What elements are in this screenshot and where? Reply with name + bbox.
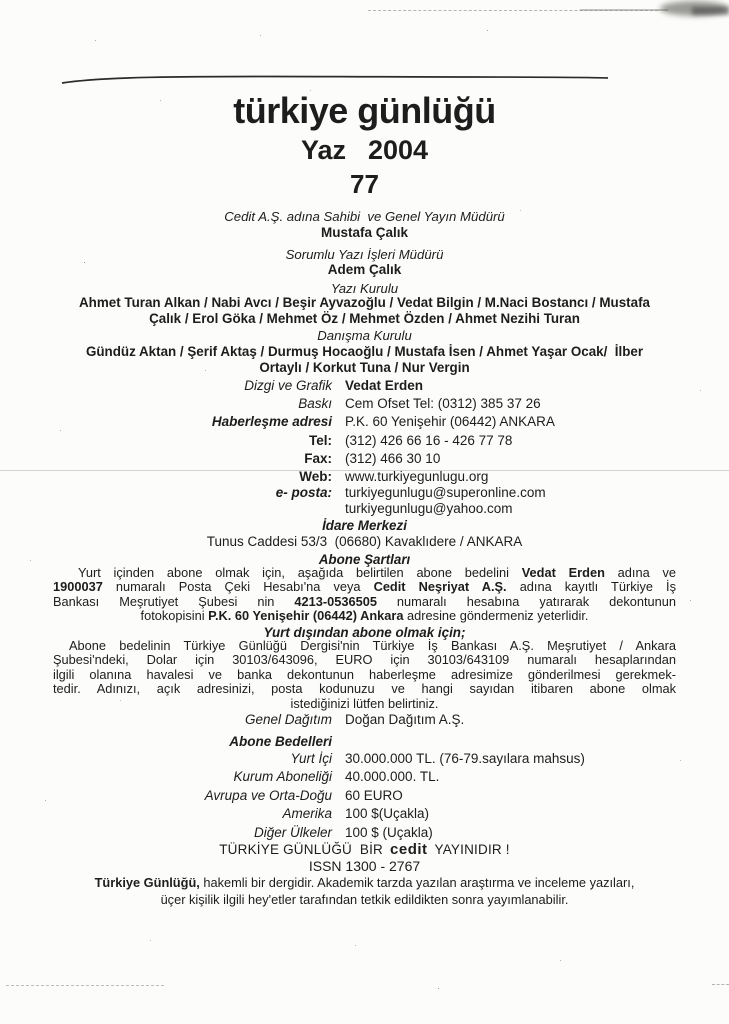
advisory-board-members-line1: Gündüz Aktan / Şerif Aktaş / Durmuş Hocaoğlu / Mustafa İsen / Ahmet Yaşar Ocak/ İlber [85,344,644,359]
contact-row-printer [0,396,729,414]
editorial-board-members-line1: Ahmet Turan Alkan / Nabi Avcı / Beşir Ayvazoğlu / Vedat Bilgin / M.Naci Bostancı / Mustafa [79,295,650,310]
printer-value: Cem Ofset Tel: (0312) 385 37 26 [345,396,541,412]
paragraph-line: Abone bedelinin Türkiye Günlüğü Dergisi'nin Türkiye İş Bankası A.Ş. Meşrutiyet / Ankara [69,638,676,653]
price-row-europe [0,788,729,806]
price-domestic-label: Yurt İçi [290,751,332,766]
peer-review-note-line2: üçer kişilik ilgili hey'etler tarafından tetkik edildikten sonra yayımlanabilir. [160,892,569,907]
office-address: Tunus Caddesi 53/3 (06680) Kavaklıdere / ANKARA [206,534,523,549]
paragraph-line: Şubesi'ndeki, Dolar için 30103/643096, EURO için 30103/643109 numaralı hesaplarından [53,652,676,668]
advisory-board-heading: Danışma Kurulu [317,328,412,343]
subscription-domestic-paragraph [53,566,676,624]
owner-role-label: Cedit A.Ş. adına Sahibi ve Genel Yayın Müdürü [224,209,505,224]
price-europe-value: 60 EURO [345,787,403,803]
owner-name: Mustafa Çalık [320,225,409,240]
publisher-suffix: YAYINIDIR ! [434,842,510,857]
price-row-other [0,825,729,843]
office-heading: İdare Merkezi [322,518,407,533]
paragraph-line: 1900037 numaralı Posta Çeki Hesabı'na veya Cedit Neşriyat A.Ş. adına kayıtlı Türkiye İş [53,579,676,595]
managing-editor-role-label: Sorumlu Yazı İşleri Müdürü [285,247,444,262]
contact-block [0,378,729,518]
price-institution-label: Kurum Aboneliği [233,769,332,785]
publisher-statement [0,842,729,858]
email-secondary: turkiyegunlugu@yahoo.com [345,501,513,517]
phone-label: Tel: [309,432,332,448]
year-label: 2004 [367,135,429,165]
paragraph-line: Bankası Meşrutiyet Şubesi nin 4213-0536505 numaralı hesabına yatırarak dekontunun [53,593,676,609]
phone-value: (312) 426 66 16 - 426 77 78 [345,432,513,448]
issue-season-year [0,136,729,164]
mailing-address-value: P.K. 60 Yenişehir (06442) ANKARA [345,414,555,430]
header-rule [60,72,610,86]
scan-noise-specks [0,0,1,1]
journal-title: türkiye günlüğü [233,90,496,131]
price-europe-label: Avrupa ve Orta-Doğu [204,787,332,803]
subscription-abroad-heading: Yurt dışından abone olmak için; [263,625,466,640]
subscription-abroad-paragraph [53,639,676,711]
paragraph-line: tedir. Adınızı, açık adresinizi, posta kodunuzu ve hangi sayıdan itibaren abone olmak [53,681,676,697]
subscription-terms-heading: Abone Şartları [318,552,411,567]
email-label: e- posta: [275,485,332,501]
fax-label: Fax: [304,450,332,466]
typesetting-value: Vedat Erden [345,378,424,393]
prices-heading-row [0,734,729,752]
printer-label: Baskı [298,396,332,412]
prices-block [0,751,729,843]
peer-review-note-line1: Türkiye Günlüğü, hakemli bir dergidir. Akademik tarzda yazılan araştırma ve inceleme yazıları, [94,875,635,890]
scan-artifact-top-dark-dash [580,9,668,11]
price-domestic-value: 30.000.000 TL. (76-79.sayılara mahsus) [345,751,585,766]
scan-artifact-corner-smudge-dark [692,7,729,15]
price-other-label: Diğer Ülkeler [253,824,332,840]
typesetting-label: Dizgi ve Grafik [244,378,332,393]
editorial-board-heading: Yazı Kurulu [330,281,399,296]
paragraph-line: fotokopisini P.K. 60 Yenişehir (06442) Ankara adresine göndermeniz yeterlidir. [140,608,589,624]
price-america-value: 100 $(Uçakla) [345,806,430,822]
price-other-value: 100 $ (Uçakla) [345,824,433,840]
distribution-block [0,712,729,730]
price-row-institution [0,769,729,787]
issn-number: ISSN 1300 - 2767 [308,858,421,874]
contact-row-web [0,469,729,485]
price-institution-value: 40.000.000. TL. [345,769,440,785]
editorial-board-members-line2: Çalık / Erol Göka / Mehmet Öz / Mehmet Özden / Ahmet Nezihi Turan [149,310,580,326]
prices-heading: Abone Bedelleri [229,734,332,749]
advisory-board-members-line2: Ortaylı / Korkut Tuna / Nur Vergin [259,359,470,375]
contact-row-typesetting [0,378,729,396]
paragraph-line: Yurt içinden abone olmak için, aşağıda belirtilen abone bedelini Vedat Erden adına ve [78,565,676,580]
price-row-america [0,806,729,824]
mailing-address-label: Haberleşme adresi [211,414,332,430]
contact-row-phone [0,433,729,451]
publisher-prefix: TÜRKİYE GÜNLÜĞÜ BİR [219,842,384,857]
scan-artifact-bottom-dashed-line [6,985,164,986]
scan-artifact-bottom-right-dash [712,984,729,985]
contact-row-email-alt [0,501,729,517]
prices-heading-wrap [0,734,729,752]
fax-value: (312) 466 30 10 [345,450,441,466]
paragraph-line: ilgili olanına havalesi ve banka dekontunun haberleşme adresimize gönderilmesi gerekmek- [53,666,676,682]
web-label: Web: [299,468,332,484]
publisher-brand: cedit [390,841,428,858]
issue-number: 77 [350,169,379,199]
price-america-label: Amerika [282,806,332,822]
distribution-row [0,712,729,730]
email-primary: turkiyegunlugu@superonline.com [345,485,546,501]
distribution-value: Doğan Dağıtım A.Ş. [345,712,465,727]
paragraph-line: istediğinizi lütfen belirtiniz. [290,695,439,711]
contact-row-mailing-address [0,414,729,432]
contact-row-fax [0,451,729,469]
managing-editor-name: Adem Çalık [327,262,402,277]
contact-row-email [0,485,729,501]
season-label: Yaz [300,135,346,165]
price-row-domestic [0,751,729,769]
web-url: www.turkiyegunlugu.org [345,468,489,484]
distribution-label: Genel Dağıtım [244,712,332,727]
